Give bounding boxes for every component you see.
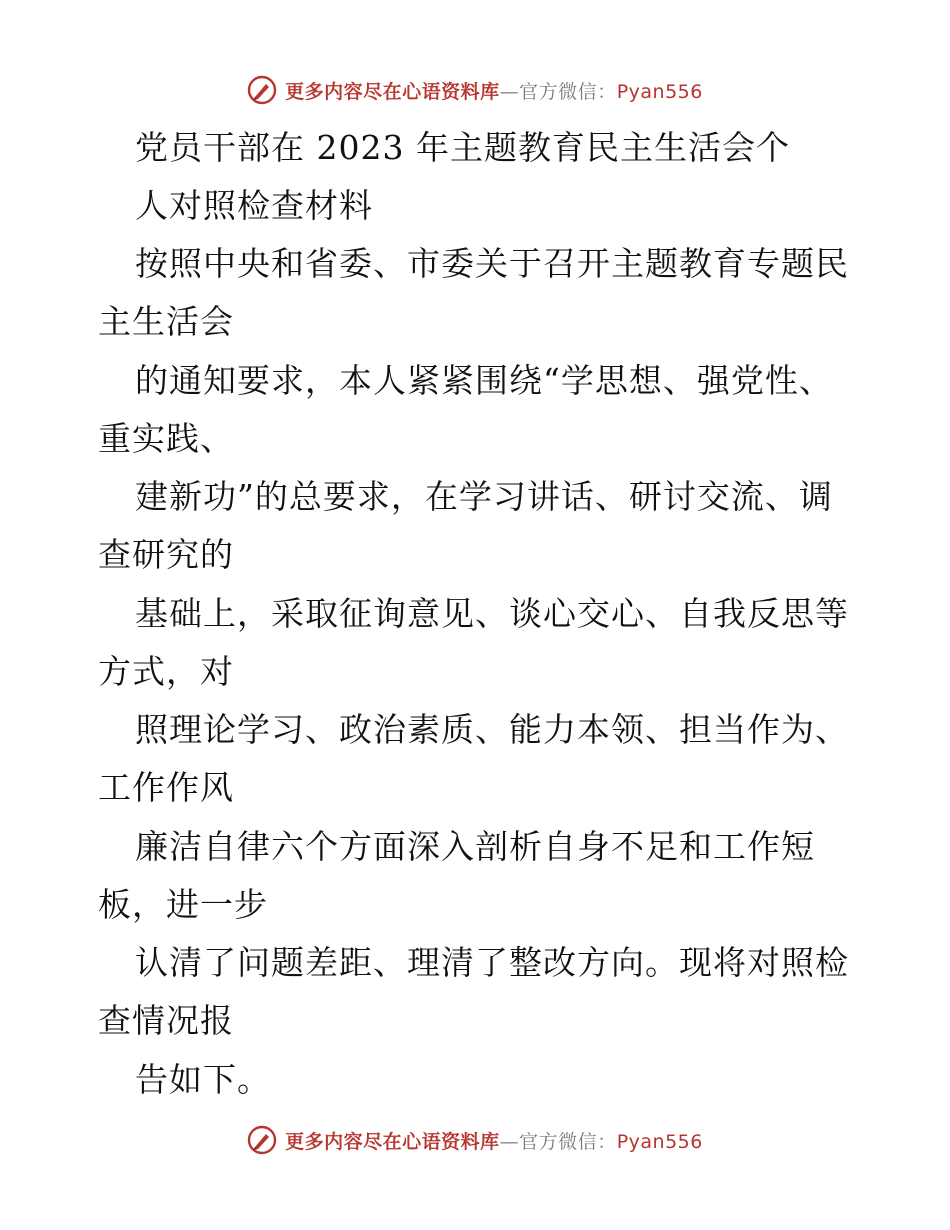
paragraph-line: 板，进一步 xyxy=(98,885,268,924)
paragraph-line: 基础上，采取征询意见、谈心交心、自我反思等 xyxy=(135,594,849,633)
watermark-tail: 官方微信： xyxy=(519,1130,617,1153)
paragraph-line: 的通知要求，本人紧紧围绕“学思想、强党性、 xyxy=(135,361,833,400)
watermark-banner-bottom xyxy=(0,1122,950,1158)
paragraph-line: 重实践、 xyxy=(98,419,234,458)
watermark-dash: — xyxy=(499,80,520,103)
watermark-lead: 更多内容尽在心语资料库 xyxy=(285,80,500,103)
watermark-wechat: Pyan556 xyxy=(616,1130,703,1153)
document-title-line-1: 党员干部在 2023 年主题教育民主生活会个 xyxy=(135,128,790,167)
watermark-lead: 更多内容尽在心语资料库 xyxy=(285,1130,500,1153)
paragraph-line: 主生活会 xyxy=(98,302,234,341)
watermark-dash: — xyxy=(499,1130,520,1153)
paragraph-line: 查情况报 xyxy=(98,1001,234,1040)
watermark-banner-top xyxy=(0,72,950,108)
watermark-text xyxy=(285,1127,703,1154)
watermark-wechat: Pyan556 xyxy=(616,80,703,103)
pen-logo-icon xyxy=(247,75,277,105)
paragraph-line: 按照中央和省委、市委关于召开主题教育专题民 xyxy=(135,244,849,283)
paragraph-line: 查研究的 xyxy=(98,535,234,574)
watermark-text xyxy=(285,77,703,104)
document-title-line-2: 人对照检查材料 xyxy=(135,186,373,225)
paragraph-line: 照理论学习、政治素质、能力本领、担当作为、 xyxy=(135,710,849,749)
watermark-tail: 官方微信： xyxy=(519,80,617,103)
paragraph-line: 建新功”的总要求，在学习讲话、研讨交流、调 xyxy=(135,477,833,516)
paragraph-line: 廉洁自律六个方面深入剖析自身不足和工作短 xyxy=(135,827,815,866)
paragraph-line: 方式，对 xyxy=(98,652,234,691)
paragraph-line: 工作作风 xyxy=(98,768,234,807)
paragraph-line: 告如下。 xyxy=(135,1060,271,1099)
pen-logo-icon xyxy=(247,1125,277,1155)
paragraph-line: 认清了问题差距、理清了整改方向。现将对照检 xyxy=(135,943,849,982)
